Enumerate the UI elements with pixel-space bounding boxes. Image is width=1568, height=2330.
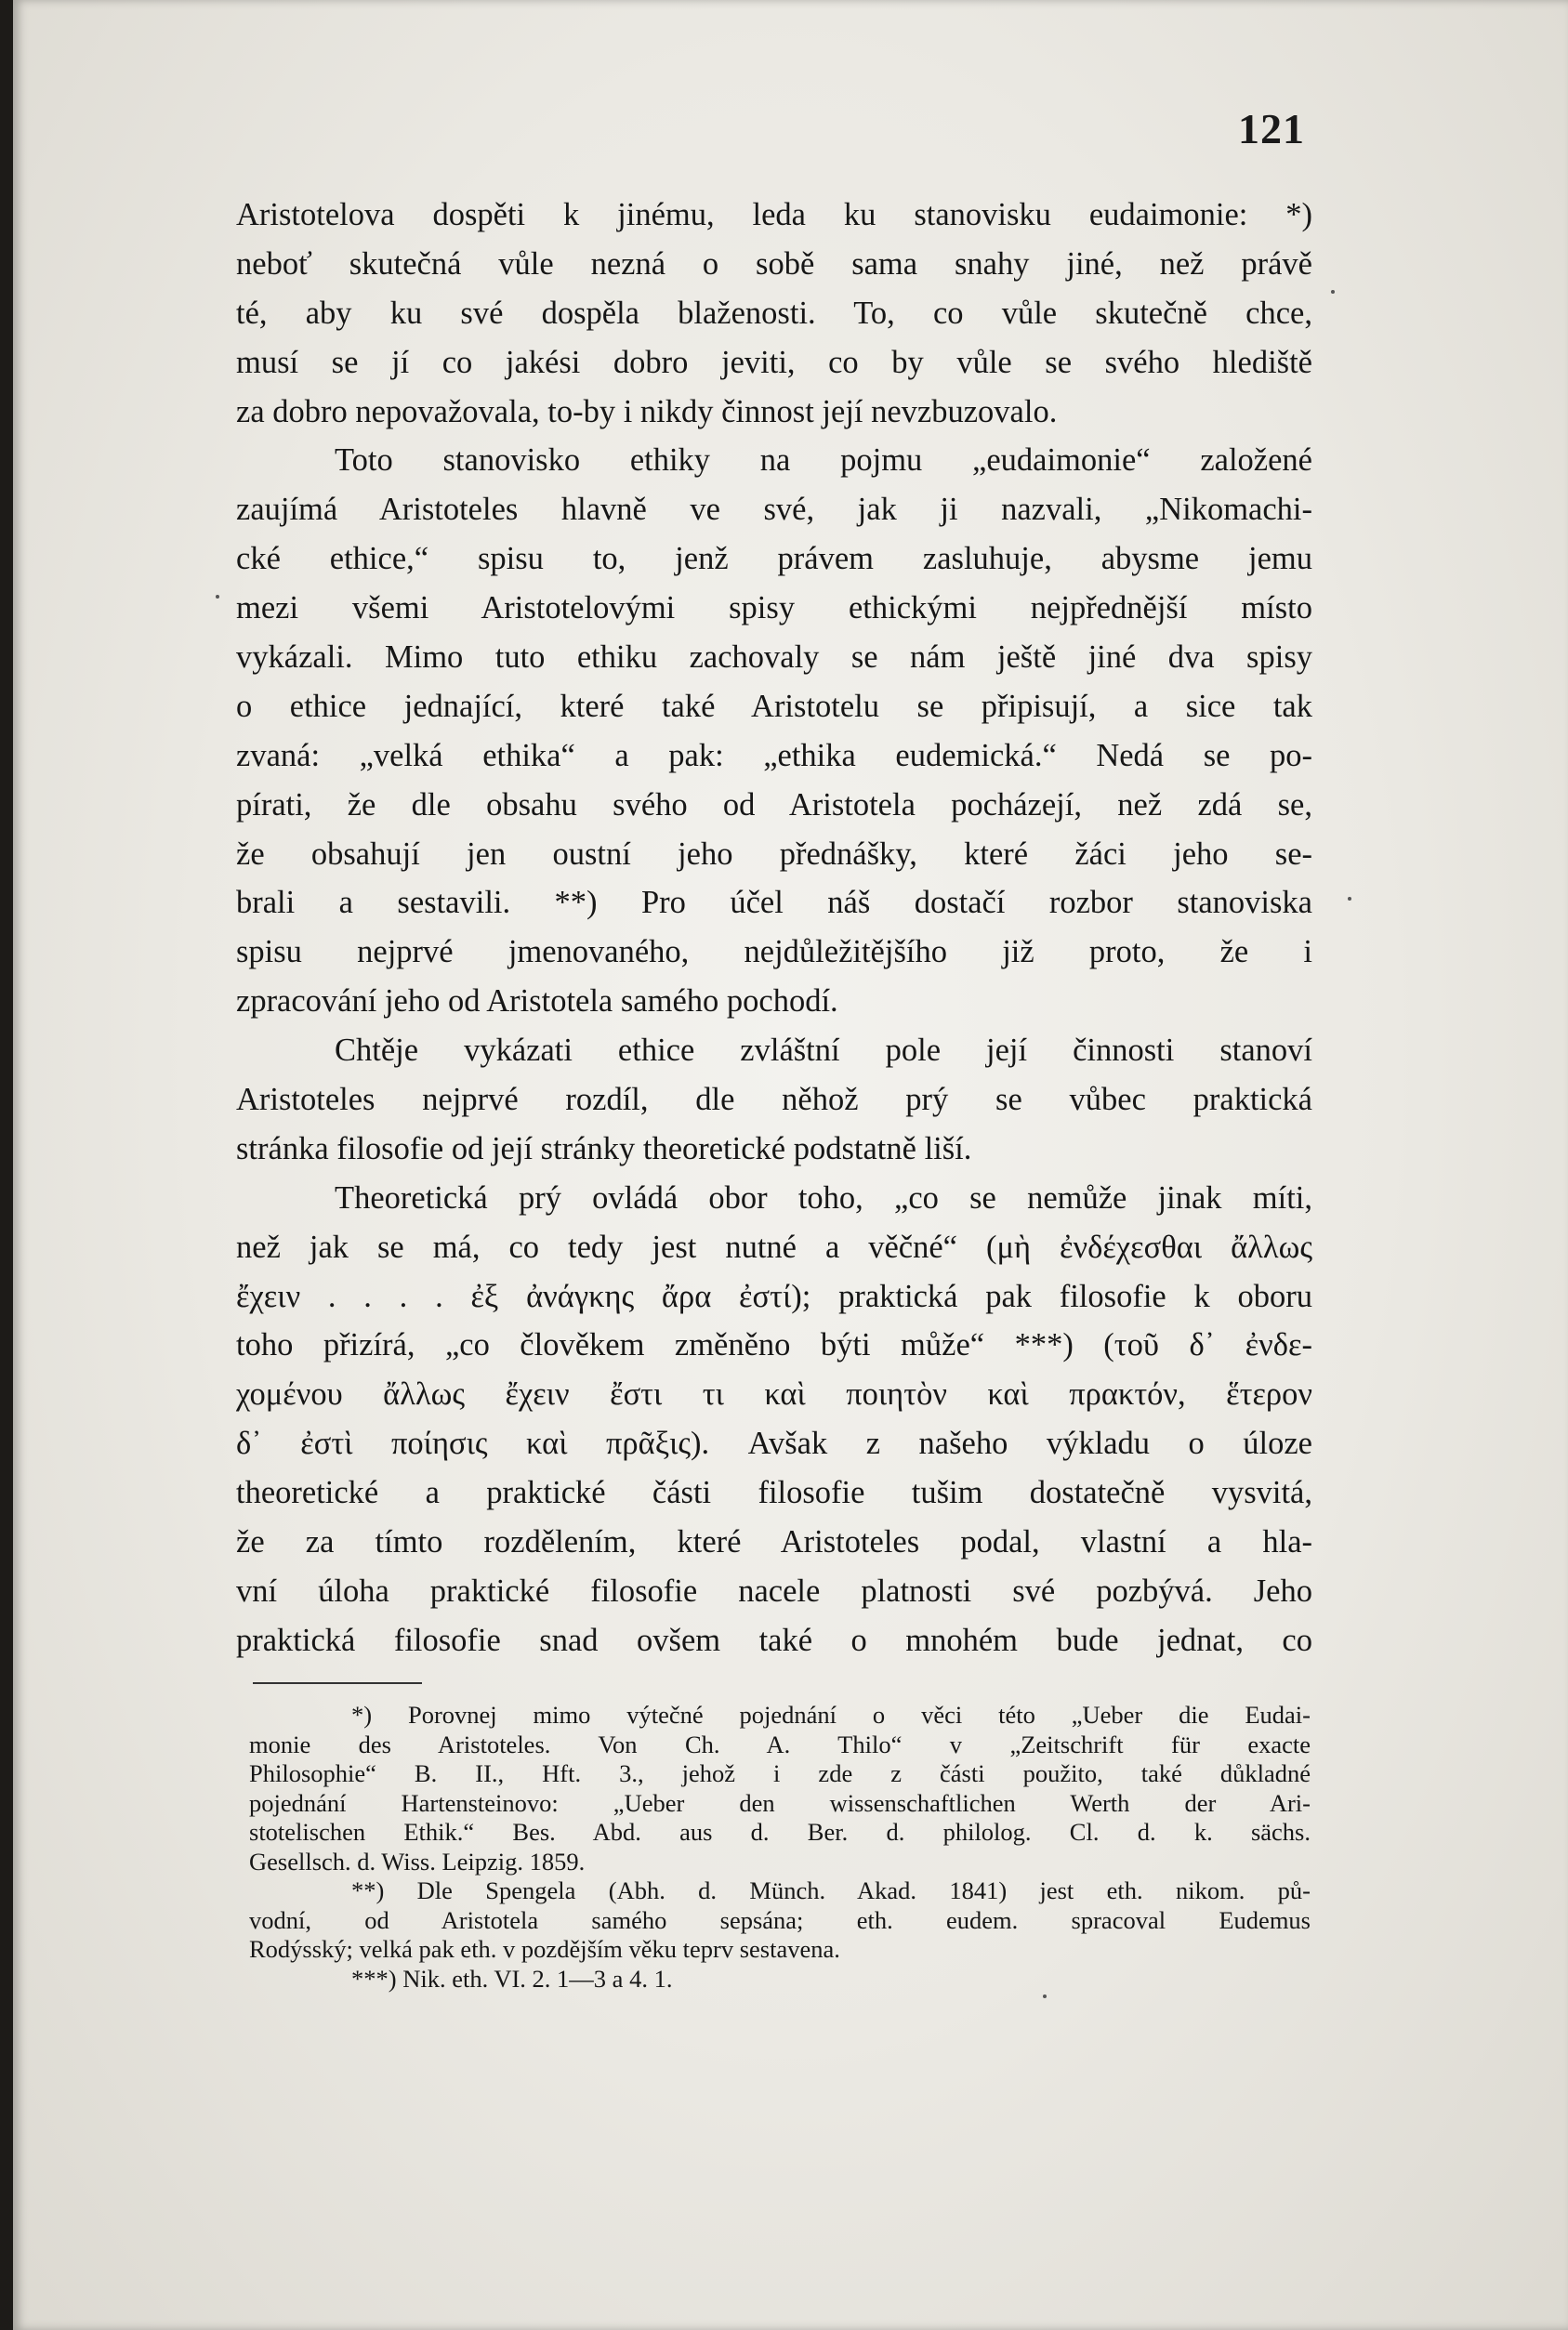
footnote-line: ***) Nik. eth. VI. 2. 1—3 a 4. 1. [351, 1964, 673, 1993]
text-line: té, aby ku své dospěla blaženosti. To, co vůle skutečně chce, [236, 295, 1312, 331]
text-line: vykázali. Mimo tuto ethiku zachovaly se nám ještě jiné dva spisy [236, 639, 1312, 676]
footnotes [249, 1701, 1311, 1994]
text-line: toho přizírá, „co člověkem změněno býti může“ ***) (τοῦ δ᾽ ἐνδε- [236, 1327, 1312, 1363]
text-line: stránka filosofie od její stránky theoretické podstatně liší. [236, 1130, 972, 1166]
text-line: δ᾽ ἐστὶ ποίησις καὶ πρᾶξις). Avšak z našeho výkladu o úloze [236, 1426, 1312, 1462]
text-line: mezi všemi Aristotelovými spisy ethickými nejpřednější místo [236, 590, 1312, 626]
footnote-line: Rodýsský; velká pak eth. v pozdějším věku teprv sestavena. [249, 1935, 840, 1963]
footnote-divider [253, 1682, 422, 1684]
text-line: Chtěje vykázati ethice zvláštní pole její činnosti stanoví [335, 1033, 1312, 1069]
footnote-line: monie des Aristoteles. Von Ch. A. Thilo“ v „Zeitschrift für exacte [249, 1730, 1311, 1758]
text-line: Aristotelova dospěti k jinému, leda ku stanovisku eudaimonie: *) [236, 197, 1312, 232]
text-line: vní úloha praktické filosofie nacele platnosti své pozbývá. Jeho [236, 1573, 1312, 1609]
footnote-line: pojednání Hartensteinovo: „Ueber den wissenschaftlichen Werth der Ari- [249, 1788, 1311, 1817]
text-line: neboť skutečná vůle nezná o sobě sama snahy jiné, než právě [236, 245, 1312, 282]
text-line: cké ethice,“ spisu to, jenž právem zasluhuje, abysme jemu [236, 541, 1312, 577]
text-line: theoretické a praktické části filosofie tušim dostatečně vysvitá, [236, 1475, 1312, 1511]
footnote-line: Gesellsch. d. Wiss. Leipzig. 1859. [249, 1847, 586, 1876]
text-line: pírati, že dle obsahu svého od Aristotela pocházejí, než zdá se, [236, 786, 1312, 823]
footnote-line: Philosophie“ B. II., Hft. 3., jehož i zde z části použito, také důkladné [249, 1759, 1311, 1787]
text-line: za dobro nepovažovala, to-by i nikdy činnost její nevzbuzovalo. [236, 393, 1058, 429]
text-line: χομένου ἄλλως ἔχειν ἔστι τι καὶ ποιητὸν καὶ πρακτόν, ἕτερον [236, 1376, 1312, 1413]
text-line: brali a sestavili. **) Pro účel náš dostačí rozbor stanoviska [236, 885, 1312, 921]
text-line: ἔχειν . . . . ἐξ ἀνάγκης ἄρα ἐστί); praktická pak filosofie k oboru [236, 1278, 1312, 1314]
binding-gutter [0, 0, 13, 2330]
main-text [236, 191, 1312, 1665]
text-line: že obsahují jen oustní jeho přednášky, které žáci jeho se- [236, 836, 1312, 872]
text-line: praktická filosofie snad ovšem také o mnohém bude jednat, co [236, 1622, 1312, 1658]
footnote-line: stotelischen Ethik.“ Bes. Abd. aus d. Ber. d. philolog. Cl. d. k. sächs. [249, 1818, 1311, 1846]
ink-speck [1348, 897, 1351, 901]
text-line: zpracování jeho od Aristotela samého pochodí. [236, 983, 838, 1020]
text-line: Theoretická prý ovládá obor toho, „co se nemůže jinak míti, [335, 1179, 1312, 1216]
ink-speck [1043, 1994, 1047, 1998]
footnote-line: vodní, od Aristotela samého sepsána; eth. eudem. spracoval Eudemus [249, 1905, 1311, 1934]
text-line: než jak se má, co tedy jest nutné a věčné“ (μὴ ἐνδέχεσθαι ἄλλως [236, 1229, 1312, 1265]
text-line: spisu nejprvé jmenovaného, nejdůležitějšího již proto, že i [236, 934, 1312, 970]
text-line: Toto stanovisko ethiky na pojmu „eudaimonie“ založené [335, 442, 1312, 479]
footnote-line: **) Dle Spengela (Abh. d. Münch. Akad. 1841) jest eth. nikom. pů- [351, 1876, 1311, 1904]
text-line: zaujímá Aristoteles hlavně ve své, jak ji nazvali, „Nikomachi- [236, 492, 1312, 528]
footnote-line: *) Porovnej mimo výtečné pojednání o věci této „Ueber die Eudai- [351, 1701, 1311, 1729]
ink-speck [1331, 290, 1335, 294]
book-page [13, 0, 1568, 2330]
ink-speck [216, 595, 219, 599]
text-line: o ethice jednající, které také Aristotelu se připisují, a sice tak [236, 688, 1312, 724]
text-line: Aristoteles nejprvé rozdíl, dle něhož prý se vůbec praktická [236, 1082, 1312, 1118]
text-line: zvaná: „velká ethika“ a pak: „ethika eudemická.“ Nedá se po- [236, 737, 1312, 773]
text-line: že za tímto rozdělením, které Aristoteles podal, vlastní a hla- [236, 1524, 1312, 1560]
text-line: musí se jí co jakési dobro jeviti, co by vůle se svého hlediště [236, 344, 1312, 380]
page-number: 121 [1238, 105, 1305, 152]
